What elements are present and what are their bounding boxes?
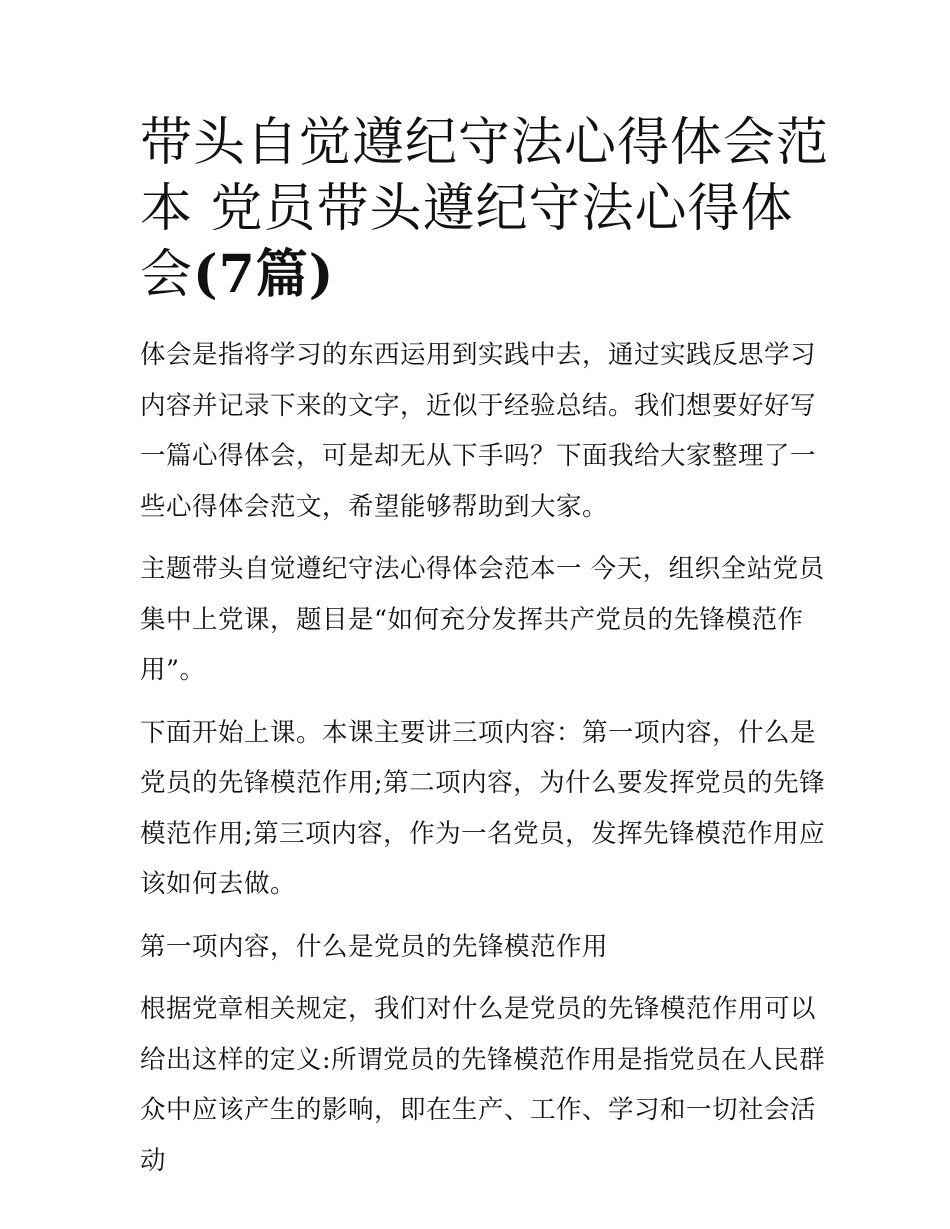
paragraph-definition: 根据党章相关规定，我们对什么是党员的先锋模范作用可以给出这样的定义:所谓党员的先锋模范作用是指党员在人民群众中应该产生的影响，即在生产、工作、学习和一切社会活动	[140, 994, 826, 1176]
paragraph-section-heading: 第一项内容，什么是党员的先锋模范作用	[140, 931, 609, 962]
paragraph-topic: 主题带头自觉遵纪守法心得体会范本一 今天，组织全站党员集中上党课，题目是“如何充分发挥共产党员的先锋模范作用”。	[140, 554, 825, 685]
paragraph-lesson-outline: 下面开始上课。本课主要讲三项内容：第一项内容，什么是党员的先锋模范作用;第二项内容，为什么要发挥党员的先锋模范作用;第三项内容，作为一名党员，发挥先锋模范作用应该如何去做。	[140, 717, 826, 899]
document-title-main: 带头自觉遵纪守法心得体会范本 党员带头遵纪守法心得体会	[140, 113, 830, 305]
document-title	[140, 110, 830, 308]
paragraph-intro: 体会是指将学习的东西运用到实践中去，通过实践反思学习内容并记录下来的文字，近似于经验总结。我们想要好好写一篇心得体会，可是却无从下手吗？下面我给大家整理了一些心得体会范文，希望能够帮助到大家。	[140, 340, 817, 522]
document-title-suffix: (7篇)	[193, 244, 335, 305]
document-content	[140, 110, 830, 1186]
